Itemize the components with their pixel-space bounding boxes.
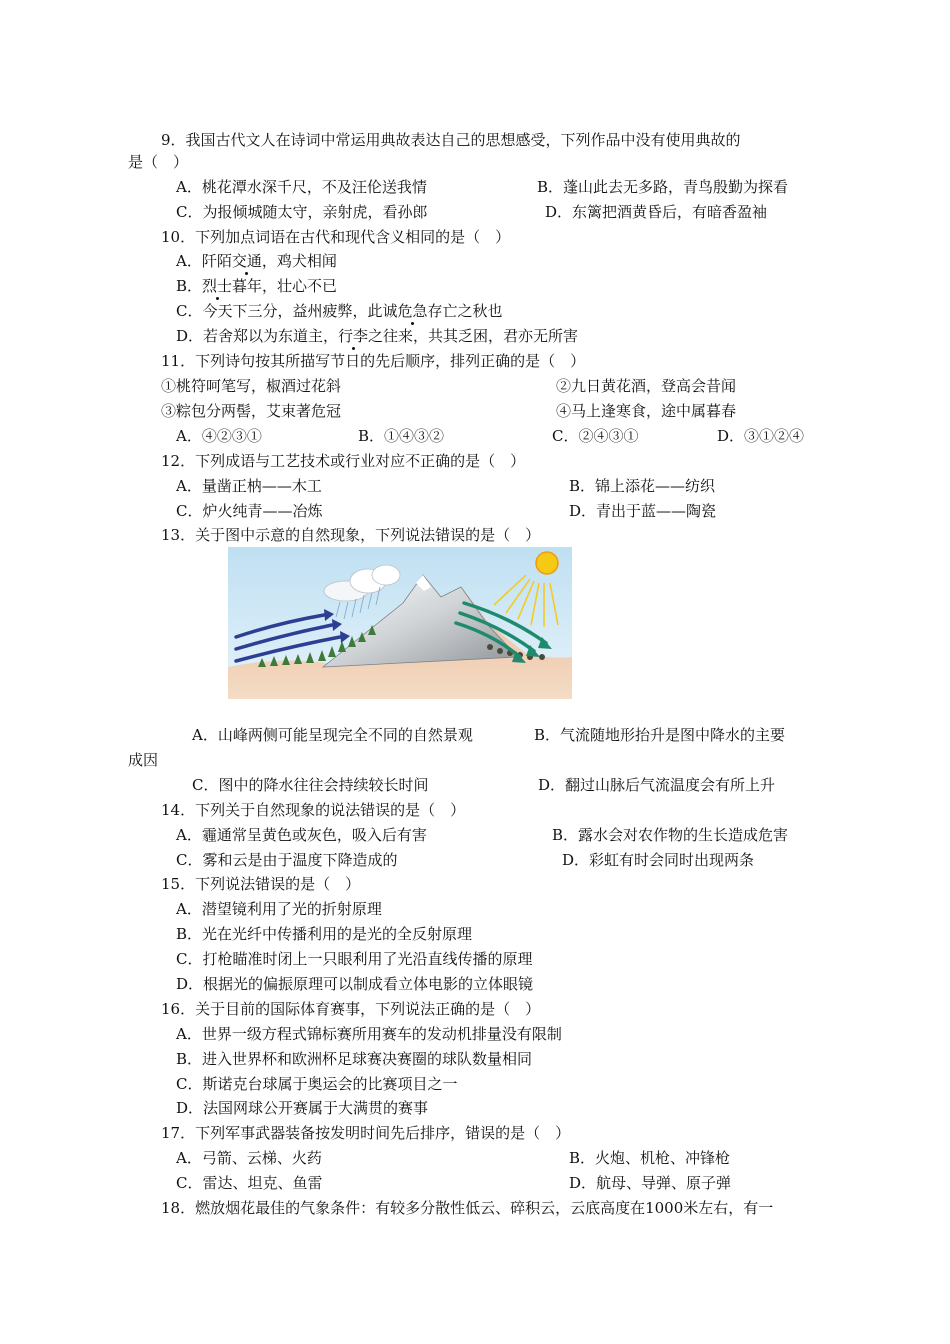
q16-option-c: C．斯诺克台球属于奥运会的比赛项目之一	[176, 1075, 458, 1093]
q11-option-a: A．④②③①	[176, 427, 262, 445]
q10-d-dotted-word: 行李	[338, 327, 369, 345]
q10-stem: 10．下列加点词语在古代和现代含义相同的是（ ）	[161, 228, 511, 246]
q16-option-a: A．世界一级方程式锦标赛所用赛车的发动机排量没有限制	[176, 1025, 562, 1043]
q10-b-pre: B．	[176, 277, 203, 295]
q10-b-post: 暮年，壮心不已	[232, 277, 338, 295]
q12-option-d: D．青出于蓝——陶瓷	[569, 502, 717, 520]
q17-option-c: C．雷达、坦克、鱼雷	[176, 1174, 323, 1192]
q12-option-b: B．锦上添花——纺织	[569, 477, 716, 495]
q11-item-3: ③粽包分两髻，艾束著危冠	[161, 402, 342, 420]
q15-option-c: C．打枪瞄准时闭上一只眼利用了光沿直线传播的原理	[176, 950, 533, 968]
q14-stem: 14．下列关于自然现象的说法错误的是（ ）	[161, 801, 466, 819]
orographic-rain-diagram	[228, 547, 572, 699]
q9-option-d: D．东篱把酒黄昏后，有暗香盈袖	[545, 203, 768, 221]
q10-option-c	[176, 301, 503, 321]
q13-option-c: C．图中的降水往往会持续较长时间	[192, 776, 429, 794]
q10-c-dotted-word: 危急	[397, 302, 428, 320]
q9-stem-cont: 是（ ）	[128, 153, 189, 171]
q17-option-d: D．航母、导弹、原子弹	[569, 1174, 732, 1192]
q12-stem: 12．下列成语与工艺技术或行业对应不正确的是（ ）	[161, 452, 526, 470]
q17-stem: 17．下列军事武器装备按发明时间先后排序，错误的是（ ）	[161, 1124, 571, 1142]
q14-option-b: B．露水会对农作物的生长造成危害	[552, 826, 789, 844]
q11-item-4: ④马上逢寒食，途中属暮春	[556, 402, 737, 420]
q11-option-c: C．②④③①	[552, 427, 639, 445]
q10-option-d	[176, 326, 578, 346]
q13-stem: 13．关于图中示意的自然现象，下列说法错误的是（ ）	[161, 526, 541, 544]
q16-option-b: B．进入世界杯和欧洲杯足球赛决赛圈的球队数量相同	[176, 1050, 533, 1068]
q15-stem: 15．下列说法错误的是（ ）	[161, 875, 361, 893]
q11-option-d: D．③①②④	[717, 427, 805, 445]
q17-option-a: A．弓箭、云梯、火药	[176, 1149, 322, 1167]
q11-stem: 11．下列诗句按其所描写节日的先后顺序，排列正确的是（ ）	[161, 352, 586, 370]
q13-option-a: A．山峰两侧可能呈现完全不同的自然景观	[192, 726, 473, 744]
q10-a-post: ，鸡犬相闻	[261, 252, 337, 270]
q16-option-d: D．法国网球公开赛属于大满贯的赛事	[176, 1099, 429, 1117]
q13-option-b: B．气流随地形抬升是图中降水的主要	[534, 726, 786, 744]
q9-option-a: A．桃花潭水深千尺，不及汪伦送我情	[176, 178, 427, 196]
q17-option-b: B．火炮、机枪、冲锋枪	[569, 1149, 731, 1167]
q10-option-a	[176, 251, 337, 271]
q10-a-dotted-word: 交通	[231, 252, 262, 270]
q16-stem: 16．关于目前的国际体育赛事，下列说法正确的是（ ）	[161, 1000, 541, 1018]
q11-item-1: ①桃符呵笔写，椒酒过花斜	[161, 377, 342, 395]
q10-c-pre: C．今天下三分，益州疲弊，此诚	[176, 302, 398, 320]
q9-option-b: B．蓬山此去无多路，青鸟殷勤为探看	[537, 178, 789, 196]
q11-item-2: ②九日黄花酒，登高会昔闻	[556, 377, 737, 395]
q10-d-pre: D．若舍郑以为东道主，	[176, 327, 339, 345]
q18-stem: 18．燃放烟花最佳的气象条件：有较多分散性低云、碎积云，云底高度在1000米左右，有一	[161, 1199, 774, 1217]
q9-option-c: C．为报倾城随太守，亲射虎，看孙郎	[176, 203, 428, 221]
q14-option-a: A．霾通常呈黄色或灰色，吸入后有害	[176, 826, 427, 844]
q12-option-c: C．炉火纯青——冶炼	[176, 502, 323, 520]
q15-option-a: A．潜望镜利用了光的折射原理	[176, 900, 382, 918]
q14-option-d: D．彩虹有时会同时出现两条	[562, 851, 755, 869]
q10-option-b	[176, 276, 337, 296]
q13-option-b-cont: 成因	[128, 751, 159, 769]
q10-d-post: 之往来，共其乏困，君亦无所害	[368, 327, 579, 345]
q11-option-b: B．①④③②	[358, 427, 445, 445]
q15-option-b: B．光在光纤中传播利用的是光的全反射原理	[176, 925, 473, 943]
q9-stem: 9．我国古代文人在诗词中常运用典故表达自己的思想感受，下列作品中没有使用典故的	[161, 131, 741, 149]
q15-option-d: D．根据光的偏振原理可以制成看立体电影的立体眼镜	[176, 975, 534, 993]
q10-c-post: 存亡之秋也	[427, 302, 503, 320]
q13-option-d: D．翻过山脉后气流温度会有所上升	[538, 776, 776, 794]
q10-a-pre: A．阡陌	[176, 252, 232, 270]
q14-option-c: C．雾和云是由于温度下降造成的	[176, 851, 398, 869]
q12-option-a: A．量凿正枘——木工	[176, 477, 322, 495]
q10-b-dotted-word: 烈士	[202, 277, 233, 295]
